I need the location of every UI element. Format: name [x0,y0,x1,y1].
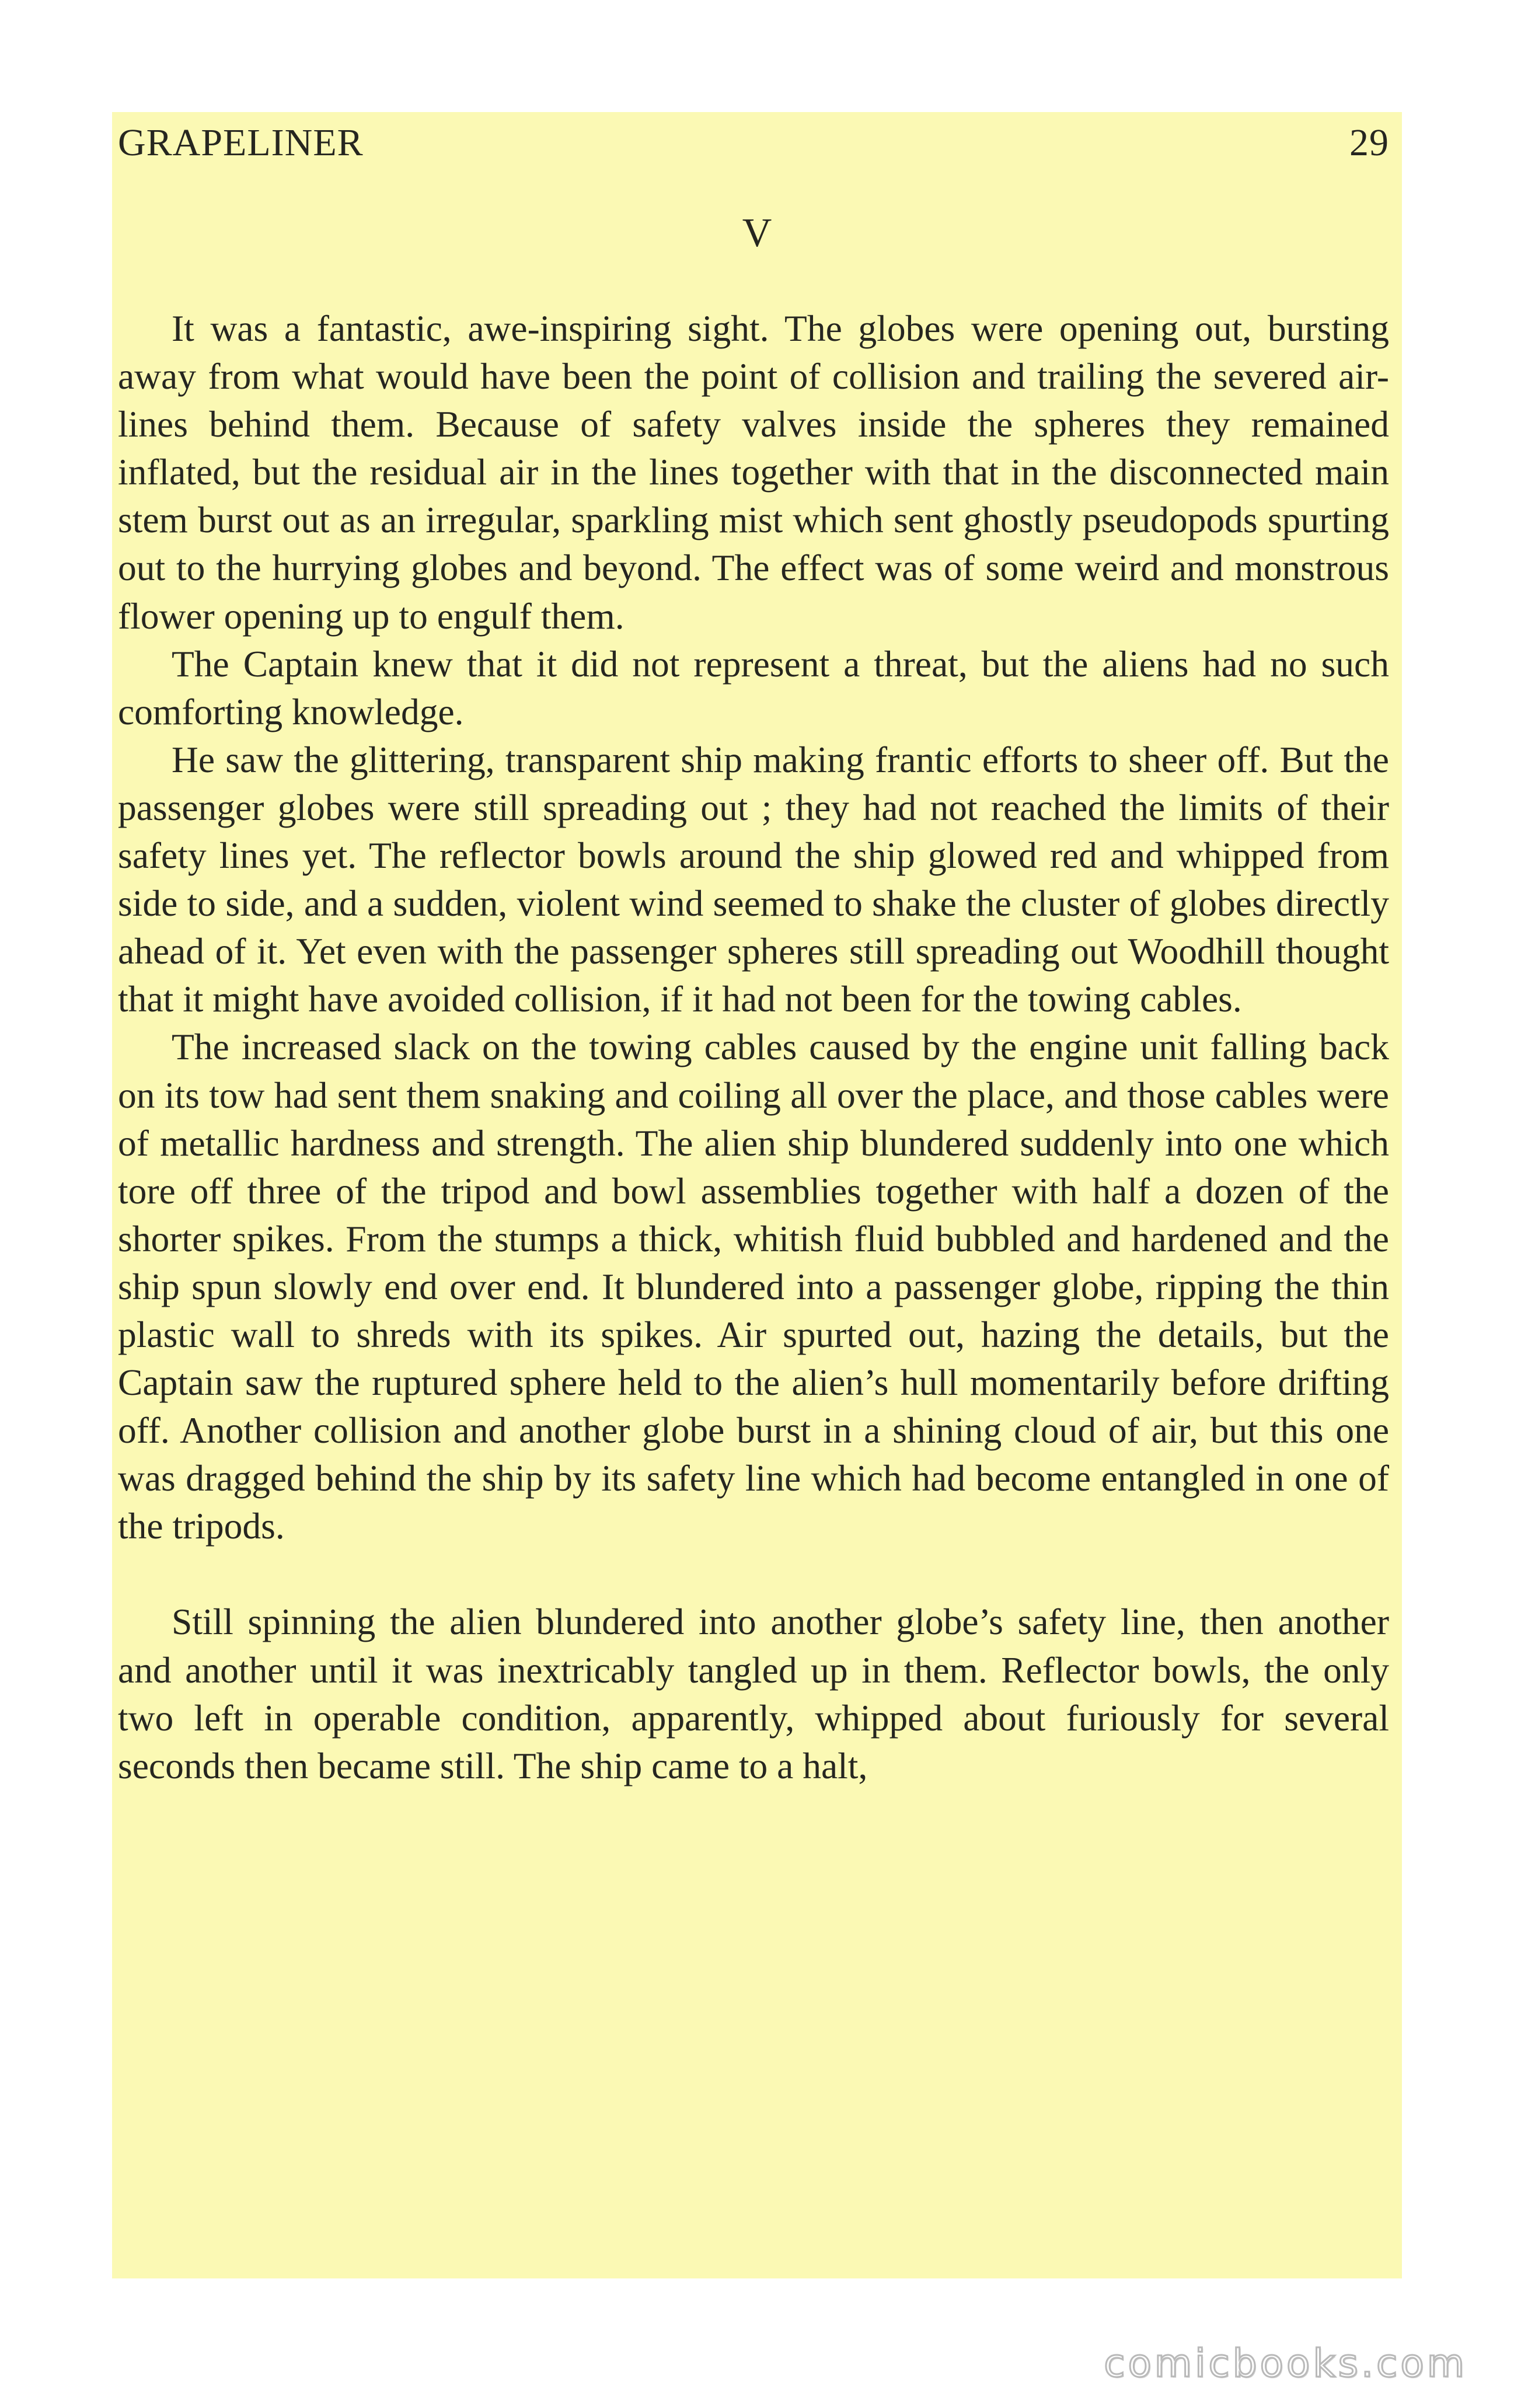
paragraph-2: The Captain knew that it did not represent a threat, but the aliens had no such comforting knowledge. [118,643,1389,732]
chapter-heading: V [742,211,772,256]
paragraph-3: He saw the glittering, transparent ship making frantic efforts to sheer off. But the passenger globes were still spreading out ; they had not reached the limits of their safety lines yet. The reflector bowls around the ship glowed red and whipped from side to side, and a sudden, violent wind seemed to shake the cluster of globes directly ahead of it. Yet even with the passenger spheres still spreading out Woodhill thought that it might have avoided collision, if it had not been for the towing cables. [118,738,1389,1020]
book-page [112,112,1402,2278]
page-number: 29 [1349,121,1389,164]
paragraph-1: It was a fantastic, awe-inspiring sight. The globes were opening out, bursting away from what would have been the point of collision and trailing the severed air-lines behind them. Because of safety valves inside the spheres they remained inflated, but the residual air in the lines together with that in the disconnected main stem burst out as an irregular, sparkling mist which sent ghostly pseudopods spurting out to the hurrying globes and beyond. The effect was of some weird and monstrous flower opening up to engulf them. [118,308,1389,637]
paragraph-4: The increased slack on the towing cables caused by the engine unit falling back on its tow had sent them snaking and coiling all over the place, and those cables were of metallic hardness and strength. The alien ship blundered suddenly into one which tore off three of the tripod and bowl assemblies together with half a dozen of the shorter spikes. From the stumps a thick, whitish fluid bubbled and hardened and the ship spun slowly end over end. It blundered into a passenger globe, ripping the thin plastic wall to shreds with its spikes. Air spurted out, hazing the details, but the Captain saw the ruptured sphere held to the alien’s hull momentarily before drifting off. Another collision and another globe burst in a shining cloud of air, but this one was dragged behind the ship by its safety line which had become entangled in one of the tripods. [118,1026,1389,1547]
watermark: comicbooks.com [1104,2341,1467,2386]
running-head [118,112,1389,165]
paragraph-5: Still spinning the alien blundered into another globe’s safety line, then another and another until it was inextricably tangled up in them. Reflector bowls, the only two left in operable condition, apparently, whipped about furiously for several seconds then became still. The ship came to a halt, [118,1601,1389,1786]
running-title: GRAPELINER [118,121,364,164]
body-text [118,305,1389,1790]
